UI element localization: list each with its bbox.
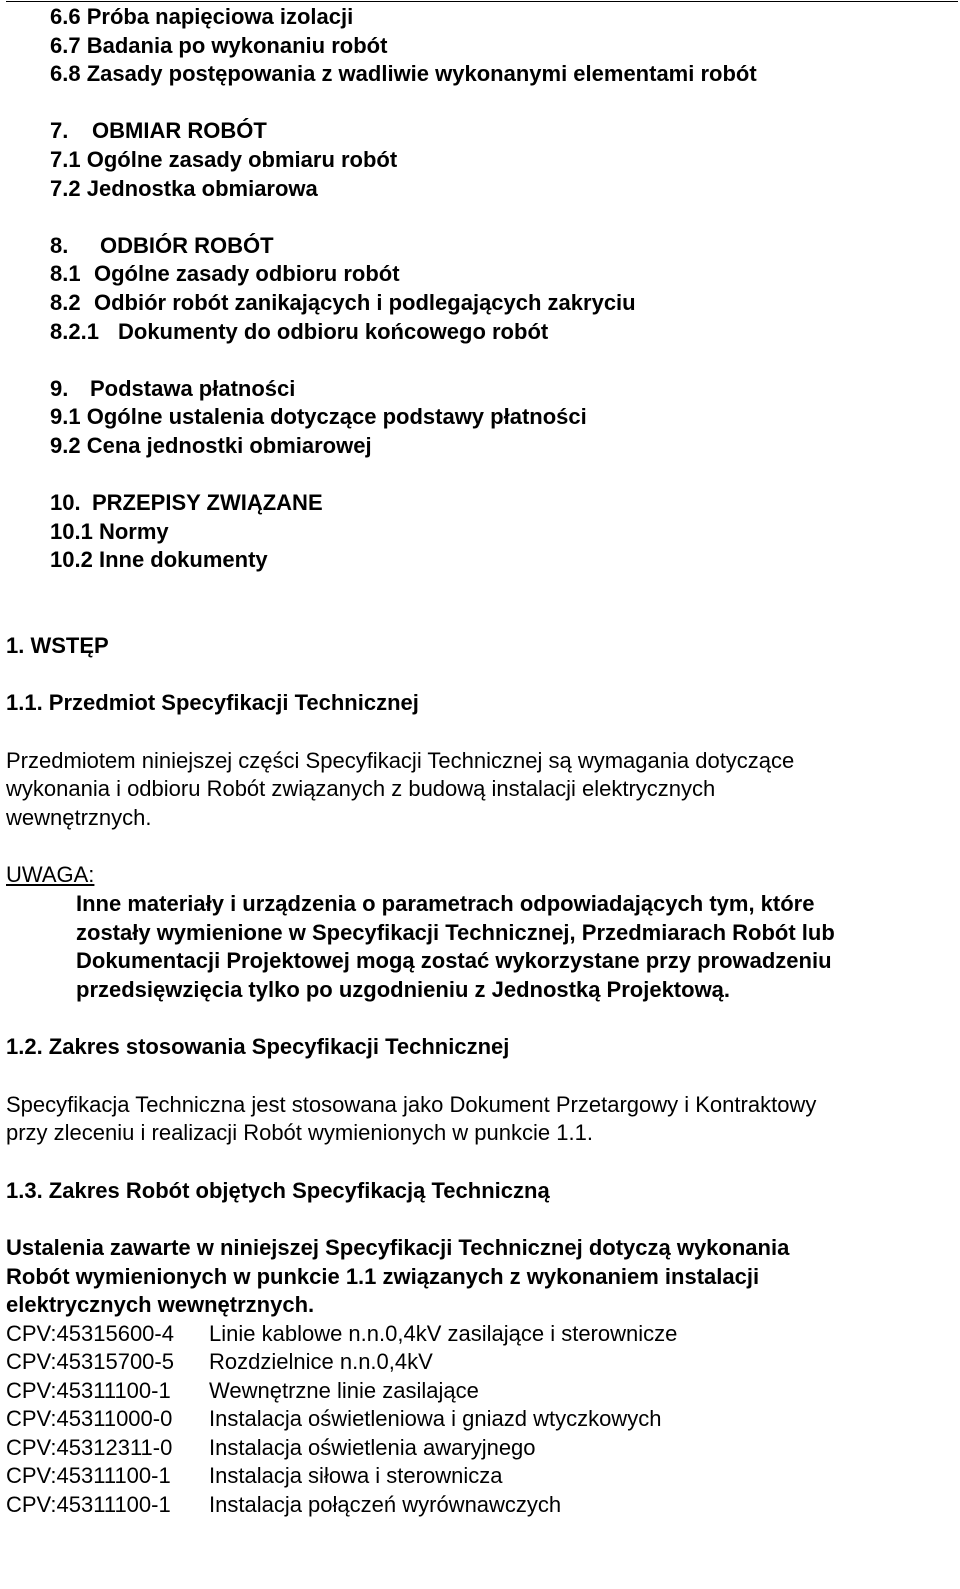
toc-item: 8.2 Odbiór robót zanikających i podlegających zakryciu — [50, 290, 636, 315]
paragraph-line: Specyfikacja Techniczna jest stosowana jako Dokument Przetargowy i Kontraktowy — [6, 1092, 817, 1117]
toc-item: 6.8 Zasady postępowania z wadliwie wykonanymi elementami robót — [50, 61, 757, 86]
cpv-code: CPV:45315600-4 — [6, 1321, 174, 1346]
list-item — [6, 1376, 479, 1405]
list-item — [6, 1461, 502, 1490]
section-heading-wstep: 1. WSTĘP — [6, 633, 109, 658]
note-line: zostały wymienione w Specyfikacji Technicznej, Przedmiarach Robót lub — [76, 920, 835, 945]
uwaga-label: UWAGA: — [6, 862, 95, 887]
paragraph-line: przy zleceniu i realizacji Robót wymienionych w punkcie 1.1. — [6, 1120, 593, 1145]
paragraph-line: Przedmiotem niniejszej części Specyfikacji Technicznej są wymagania dotyczące — [6, 748, 795, 773]
toc-item: 6.6 Próba napięciowa izolacji — [50, 4, 354, 29]
cpv-description: Instalacja siłowa i sterownicza — [209, 1463, 503, 1488]
toc-item: 7.2 Jednostka obmiarowa — [50, 176, 318, 201]
list-item — [6, 1347, 433, 1376]
cpv-code: CPV:45312311-0 — [6, 1435, 173, 1460]
list-item — [6, 1433, 536, 1462]
cpv-description: Wewnętrzne linie zasilające — [209, 1378, 479, 1403]
toc-item: 8.2.1 Dokumenty do odbioru końcowego robót — [50, 319, 549, 344]
cpv-description: Instalacja oświetleniowa i gniazd wtyczkowych — [209, 1406, 662, 1431]
subsection-heading-1-3: 1.3. Zakres Robót objętych Specyfikacją Techniczną — [6, 1178, 550, 1203]
toc-item: 8. ODBIÓR ROBÓT — [50, 233, 274, 258]
subsection-heading-1-2: 1.2. Zakres stosowania Specyfikacji Technicznej — [6, 1034, 510, 1059]
toc-item: 9.1 Ogólne ustalenia dotyczące podstawy płatności — [50, 404, 587, 429]
toc-item: 8.1 Ogólne zasady odbioru robót — [50, 261, 400, 286]
paragraph-line: elektrycznych wewnętrznych. — [6, 1292, 315, 1317]
cpv-code: CPV:45315700-5 — [6, 1349, 174, 1374]
paragraph-line: wykonania i odbioru Robót związanych z budową instalacji elektrycznych — [6, 776, 716, 801]
subsection-heading-1-1: 1.1. Przedmiot Specyfikacji Technicznej — [6, 690, 419, 715]
cpv-code: CPV:45311100-1 — [6, 1378, 171, 1403]
list-item — [6, 1490, 561, 1519]
cpv-description: Linie kablowe n.n.0,4kV zasilające i sterownicze — [209, 1321, 678, 1346]
cpv-code: CPV:45311000-0 — [6, 1406, 173, 1431]
toc-item: 10. PRZEPISY ZWIĄZANE — [50, 490, 323, 515]
toc-item: 6.7 Badania po wykonaniu robót — [50, 33, 388, 58]
toc-item: 7. OBMIAR ROBÓT — [50, 118, 267, 143]
toc-item: 10.2 Inne dokumenty — [50, 547, 268, 572]
paragraph-line: wewnętrznych. — [6, 805, 152, 830]
note-line: przedsięwzięcia tylko po uzgodnieniu z Jednostką Projektową. — [76, 977, 731, 1002]
cpv-description: Rozdzielnice n.n.0,4kV — [209, 1349, 433, 1374]
toc-item: 7.1 Ogólne zasady obmiaru robót — [50, 147, 398, 172]
list-item — [6, 1404, 661, 1433]
toc-item: 10.1 Normy — [50, 519, 169, 544]
note-line: Dokumentacji Projektowej mogą zostać wykorzystane przy prowadzeniu — [76, 948, 832, 973]
note-line: Inne materiały i urządzenia o parametrach odpowiadających tym, które — [76, 891, 815, 916]
cpv-code: CPV:45311100-1 — [6, 1463, 171, 1488]
toc-item: 9. Podstawa płatności — [50, 376, 296, 401]
paragraph-line: Ustalenia zawarte w niniejszej Specyfikacji Technicznej dotyczą wykonania — [6, 1235, 790, 1260]
toc-item: 9.2 Cena jednostki obmiarowej — [50, 433, 372, 458]
cpv-code: CPV:45311100-1 — [6, 1492, 171, 1517]
cpv-description: Instalacja oświetlenia awaryjnego — [209, 1435, 536, 1460]
list-item — [6, 1319, 677, 1348]
cpv-description: Instalacja połączeń wyrównawczych — [209, 1492, 562, 1517]
paragraph-line: Robót wymienionych w punkcie 1.1 związanych z wykonaniem instalacji — [6, 1264, 760, 1289]
